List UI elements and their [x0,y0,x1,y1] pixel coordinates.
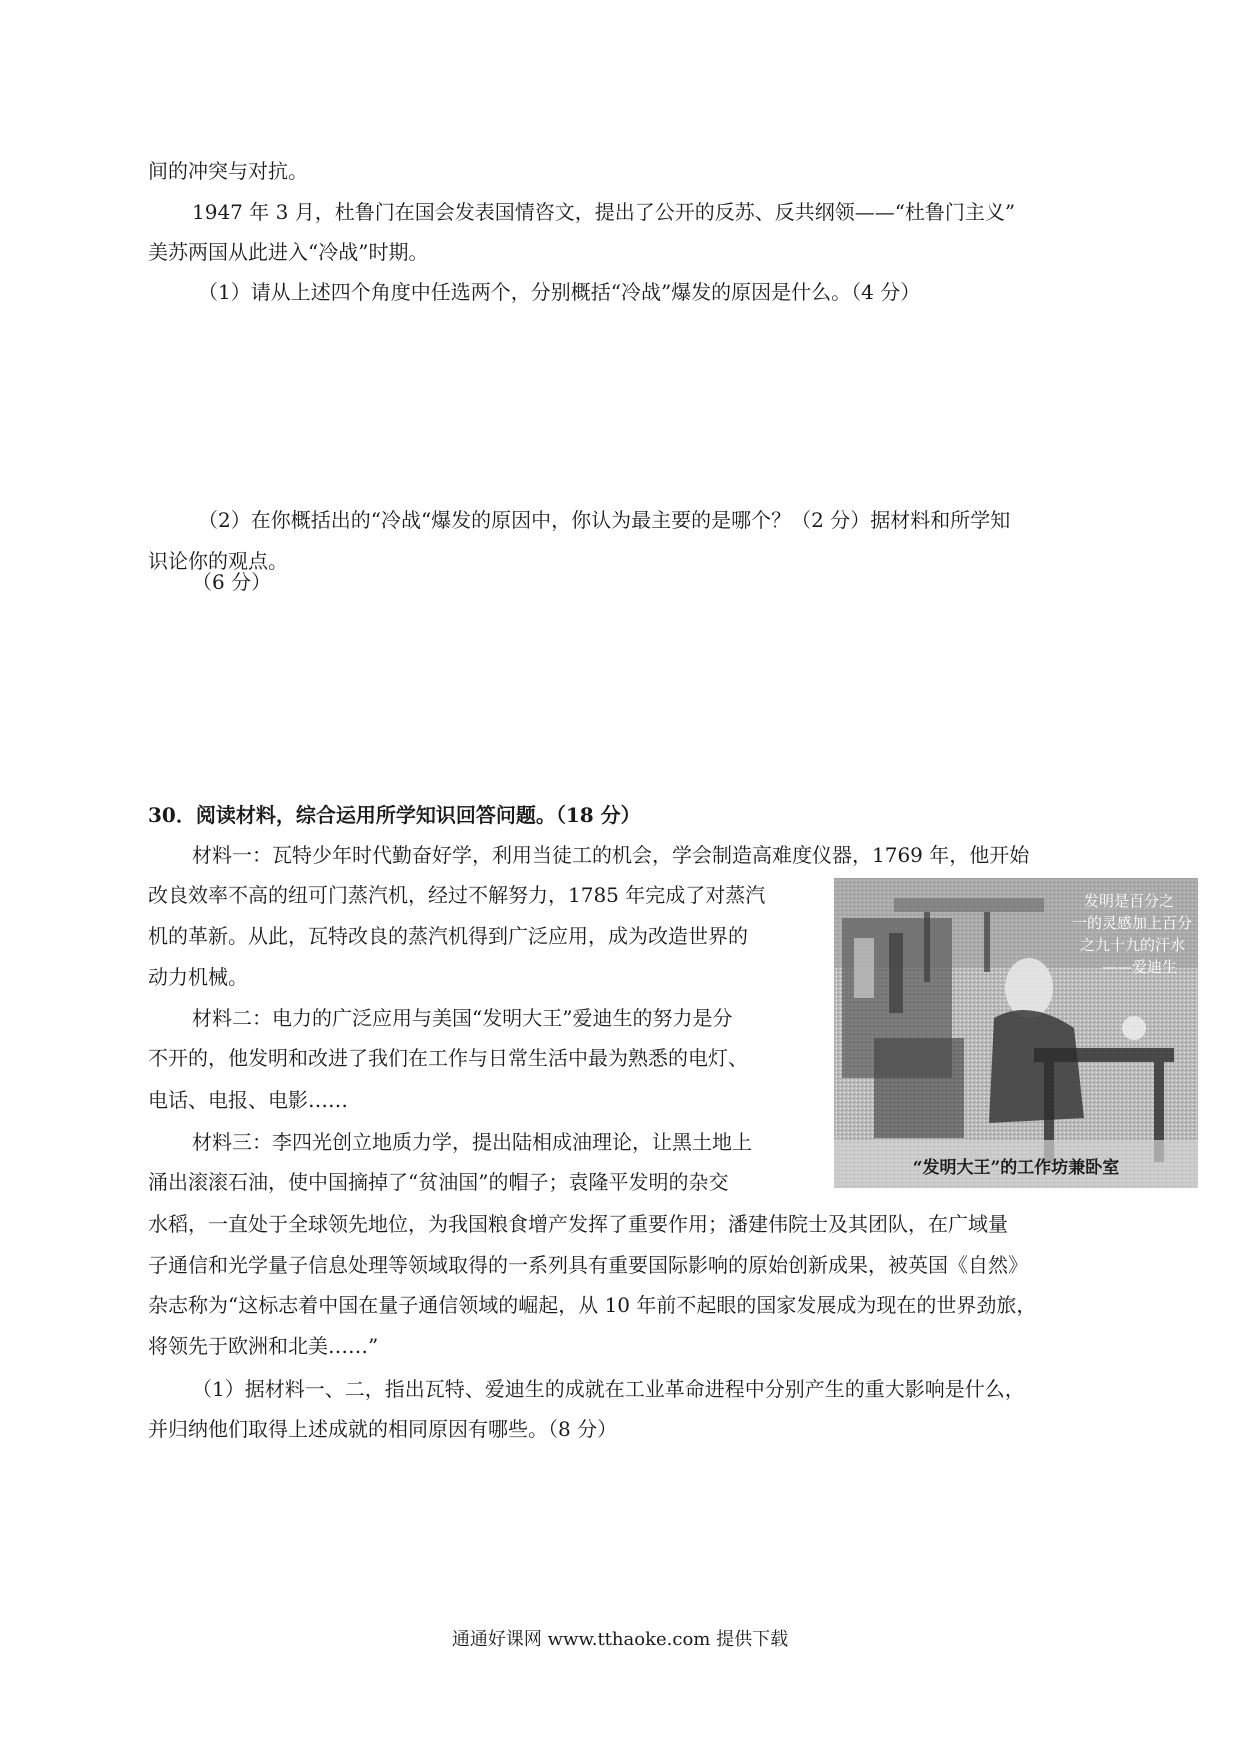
material-3-line: 杂志称为“这标志着中国在量子通信领域的崛起，从 10 年前不起眼的国家发展成为现在的世界劲旅， [148,1293,1037,1317]
photo-illustration [834,878,1198,1188]
text-line: 识论你的观点。 [148,549,288,573]
edison-workshop-photo [834,878,1198,1188]
question-30-1: （1）据材料一、二，指出瓦特、爱迪生的成就在工业革命进程中分别产生的重大影响是什么， [192,1377,1025,1401]
material-3-line: 涌出滚滚石油，使中国摘掉了“贫油国”的帽子；袁隆平发明的杂交 [148,1170,729,1194]
material-1-line: 机的革新。从此，瓦特改良的蒸汽机得到广泛应用，成为改造世界的 [148,924,748,948]
material-3-line: 水稻，一直处于全球领先地位，为我国粮食增产发挥了重要作用；潘建伟院士及其团队，在广域量 [148,1212,1008,1236]
material-1-line: 动力机械。 [148,965,248,989]
material-2-line: 材料二：电力的广泛应用与美国“发明大王”爱迪生的努力是分 [192,1006,733,1030]
score-note: （6 分） [192,570,272,594]
photo-caption: “发明大王”的工作坊兼卧室 [912,1158,1120,1178]
material-1-line: 改良效率不高的纽可门蒸汽机，经过不解努力，1785 年完成了对蒸汽 [148,883,766,907]
material-1-line: 材料一：瓦特少年时代勤奋好学，利用当徒工的机会，学会制造高难度仪器，1769 年，他开始 [192,843,1030,867]
question-30-1: 并归纳他们取得上述成就的相同原因有哪些。（8 分） [148,1417,618,1441]
photo-quote-line: 发明是百分之 [1084,892,1175,910]
question-2: （2）在你概括出的“冷战“爆发的原因中，你认为最主要的是哪个？（2 分）据材料和所学知 [198,508,1011,532]
photo-quote-line: 一的灵感加上百分 [1072,914,1193,932]
material-3-line: 材料三：李四光创立地质力学，提出陆相成油理论，让黑土地上 [192,1130,752,1154]
footer-note: 通通好课网 www.tthaoke.com 提供下载 [451,1629,789,1650]
photo-quote-line: ——爱迪生 [1102,958,1178,976]
material-3-line: 子通信和光学量子信息处理等领域取得的一系列具有重要国际影响的原始创新成果，被英国《自然》 [148,1253,1028,1277]
text-line: 间的冲突与对抗。 [148,159,308,183]
material-3-line: 将领先于欧洲和北美……” [148,1334,379,1358]
question-1: （1）请从上述四个角度中任选两个，分别概括“冷战”爆发的原因是什么。（4 分） [198,280,921,304]
photo-quote-line: 之九十九的汗水 [1080,936,1186,954]
question-30-heading: 30．阅读材料，综合运用所学知识回答问题。（18 分） [148,803,641,827]
text-line: 美苏两国从此进入“冷战”时期。 [148,240,429,264]
text-line: 1947 年 3 月，杜鲁门在国会发表国情咨文，提出了公开的反苏、反共纲领——“杜鲁门主义” [192,200,1016,224]
material-2-line: 不开的，他发明和改进了我们在工作与日常生活中最为熟悉的电灯、 [148,1046,748,1070]
material-2-line: 电话、电报、电影…… [148,1088,348,1112]
